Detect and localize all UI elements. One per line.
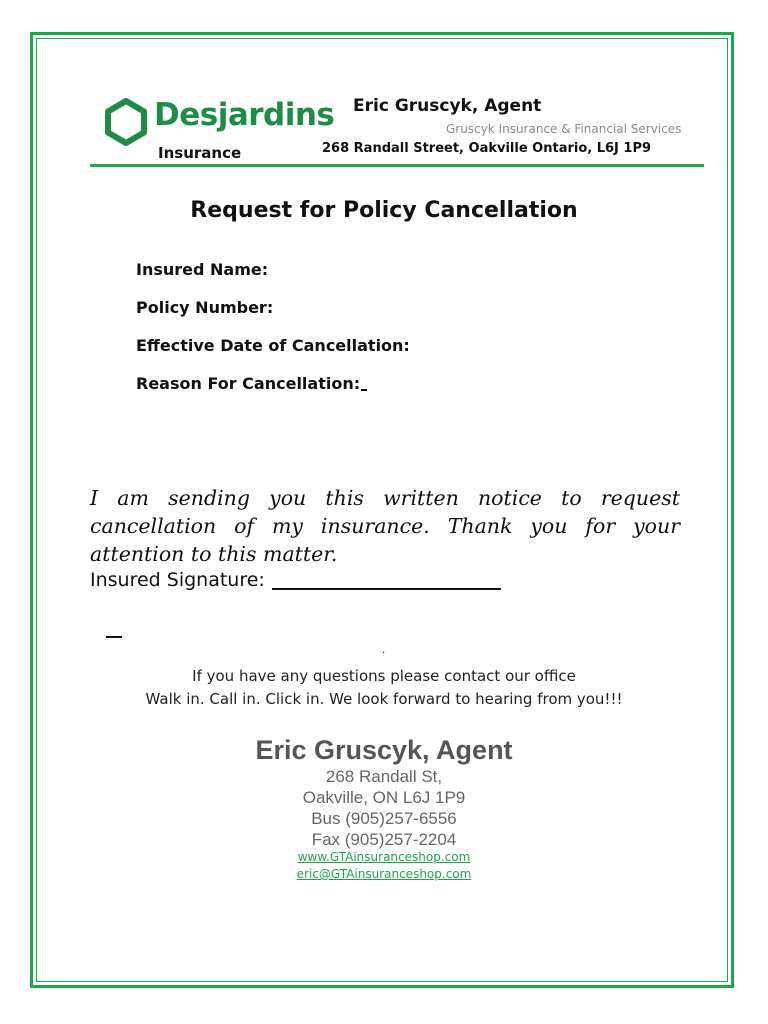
footer-street: 268 Randall St, — [325, 767, 443, 786]
email-link[interactable]: eric@GTAinsuranceshop.com — [296, 867, 472, 881]
hexagon-logo-icon — [104, 98, 148, 146]
header-agent-name: Eric Gruscyk, Agent — [353, 96, 542, 116]
footer-bus-phone: Bus (905)257-6556 — [311, 809, 457, 828]
reason-label: Reason For Cancellation: — [136, 374, 361, 393]
footer-fax: Fax (905)257-2204 — [311, 830, 457, 849]
contact-line-2: Walk in. Call in. Click in. We look forward to hearing from you!!! — [145, 690, 623, 708]
footer-city: Oakville, ON L6J 1P9 — [302, 788, 466, 807]
stray-dash-mark — [106, 636, 122, 638]
footer-agent-name: Eric Gruscyk, Agent — [255, 735, 513, 765]
logo-brand-text: Desjardins — [154, 97, 335, 133]
contact-line-1: If you have any questions please contact our office — [192, 667, 576, 685]
header-divider — [90, 164, 704, 167]
logo-sub-text: Insurance — [158, 144, 242, 162]
header-company: Gruscyk Insurance & Financial Services — [446, 122, 682, 136]
stray-dot-mark: . — [382, 645, 386, 656]
insured-name-label: Insured Name: — [136, 260, 269, 279]
header-address: 268 Randall Street, Oakville Ontario, L6J 1P9 — [322, 141, 652, 156]
signature-line — [272, 588, 501, 590]
reason-blank-mark — [361, 389, 367, 391]
policy-number-label: Policy Number: — [136, 298, 274, 317]
page-title: Request for Policy Cancellation — [190, 198, 578, 223]
effective-date-label: Effective Date of Cancellation: — [136, 336, 410, 355]
signature-label: Insured Signature: — [90, 569, 265, 591]
notice-paragraph: I am sending you this written notice to request cancellation of my insurance. Thank you for your attention to this matter. — [90, 486, 680, 566]
website-link[interactable]: www.GTAinsuranceshop.com — [297, 850, 471, 864]
